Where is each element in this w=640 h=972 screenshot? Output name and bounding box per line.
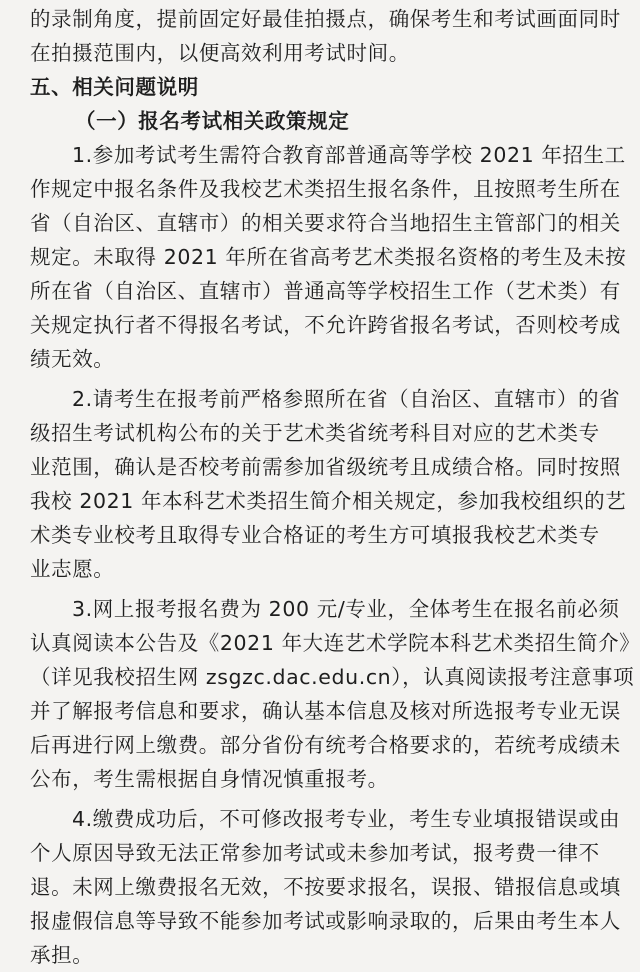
text-line: 承担。 [30, 943, 94, 967]
text-line: 的录制角度，提前固定好最佳拍摄点，确保考生和考试画面同时 [30, 7, 621, 31]
paragraph-3-start: 3.网上报考报名费为 200 元/专业，全体考生在报名前必须 [72, 597, 620, 621]
text-line: 关规定执行者不得报名考试，不允许跨省报名考试，否则校考成 [30, 313, 621, 337]
text-line: 后再进行网上缴费。部分省份有统考合格要求的，若统考成绩未 [30, 733, 621, 757]
text-line: 认真阅读本公告及《2021 年大连艺术学院本科艺术类招生简介》 [30, 631, 640, 655]
text-line: 业志愿。 [30, 557, 115, 581]
text-line: 在拍摄范围内，以便高效利用考试时间。 [30, 41, 410, 65]
text-line: 规定。未取得 2021 年所在省高考艺术类报名资格的考生及未按 [30, 245, 627, 269]
paragraph-1-start: 1.参加考试考生需符合教育部普通高等学校 2021 年招生工 [72, 143, 626, 167]
subsection-heading: （一）报名考试相关政策规定 [75, 109, 350, 133]
text-line: 个人原因导致无法正常参加考试或未参加考试，报考费一律不 [30, 841, 600, 865]
text-line: 级招生考试机构公布的关于艺术类省统考科目对应的艺术类专 [30, 421, 600, 445]
section-heading: 五、相关问题说明 [30, 75, 199, 99]
text-line: 退。未网上缴费报名无效，不按要求报名，误报、错报信息或填 [30, 875, 621, 899]
text-line: 省（自治区、直辖市）的相关要求符合当地招生主管部门的相关 [30, 211, 621, 235]
text-line: 公布，考生需根据自身情况慎重报考。 [30, 767, 389, 791]
text-line: （详见我校招生网 zsgzc.dac.edu.cn），认真阅读报考注意事项 [30, 665, 635, 689]
text-line: 术类专业校考且取得专业合格证的考生方可填报我校艺术类专 [30, 523, 600, 547]
text-line: 所在省（自治区、直辖市）普通高等学校招生工作（艺术类）有 [30, 279, 621, 303]
text-line: 并了解报考信息和要求，确认基本信息及核对所选报考专业无误 [30, 699, 621, 723]
text-line: 作规定中报名条件及我校艺术类招生报名条件，且按照考生所在 [30, 177, 621, 201]
text-line: 我校 2021 年本科艺术类招生简介相关规定，参加我校组织的艺 [30, 489, 627, 513]
paragraph-2-start: 2.请考生在报考前严格参照所在省（自治区、直辖市）的省 [72, 387, 621, 411]
text-line: 绩无效。 [30, 347, 115, 371]
text-line: 业范围，确认是否校考前需参加省级统考且成绩合格。同时按照 [30, 455, 621, 479]
text-line: 报虚假信息等导致不能参加考试或影响录取的，后果由考生本人 [30, 909, 621, 933]
paragraph-4-start: 4.缴费成功后，不可修改报考专业，考生专业填报错误或由 [72, 807, 621, 831]
